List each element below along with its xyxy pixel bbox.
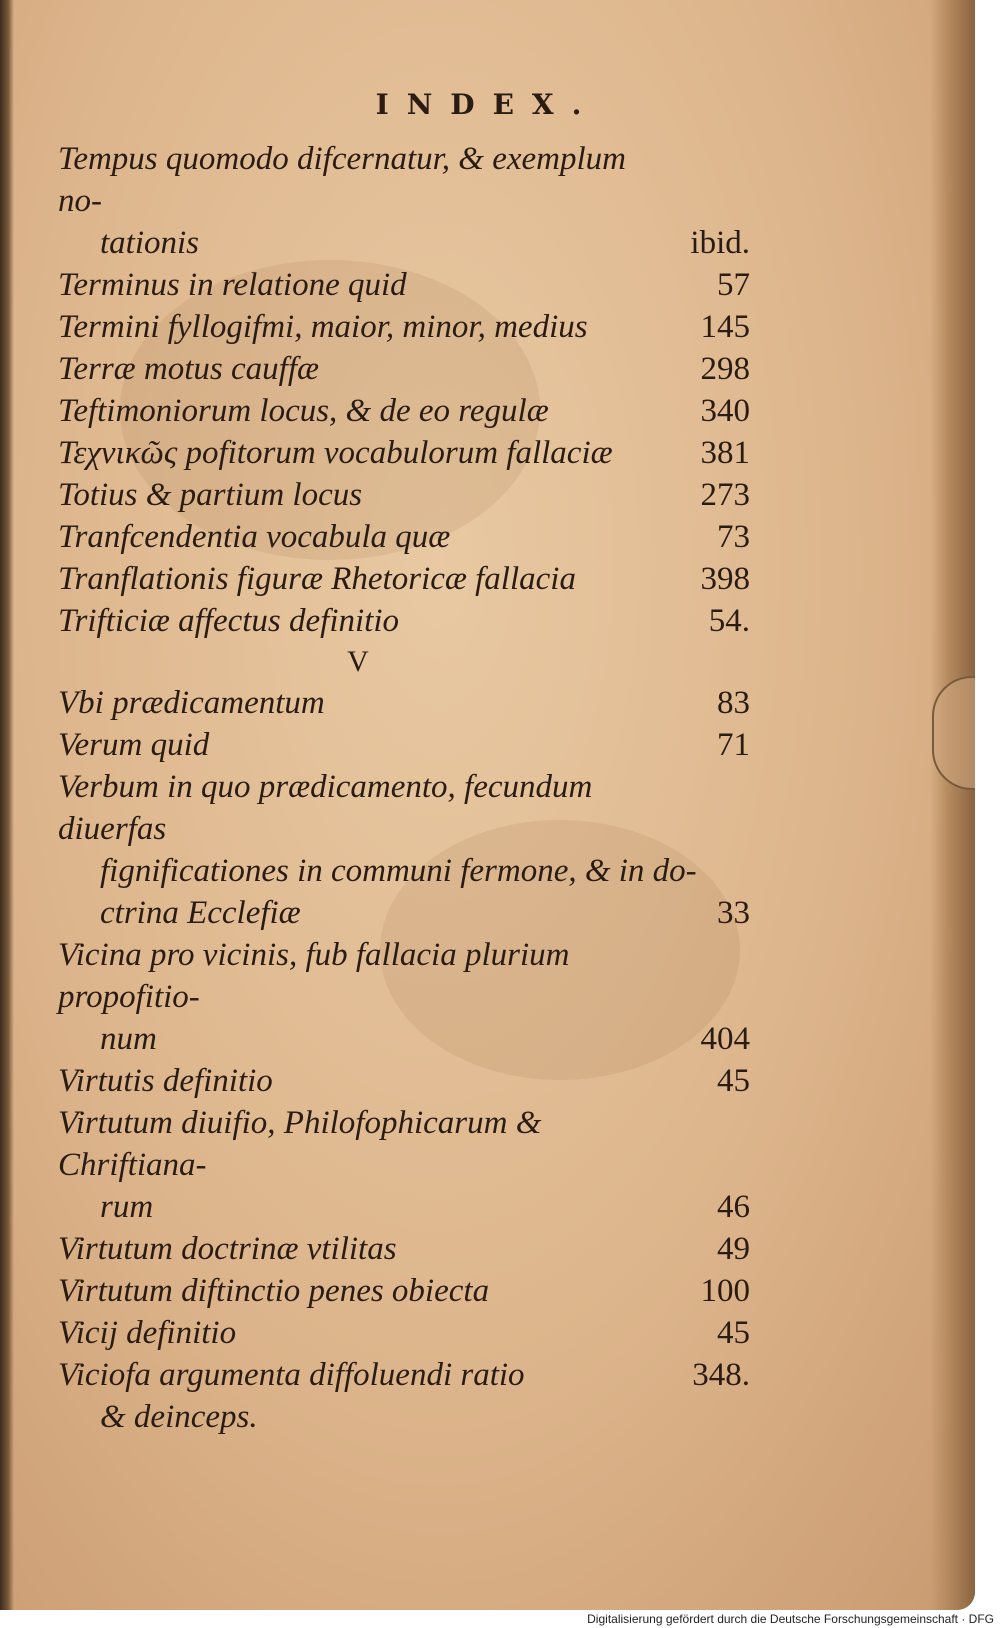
page-clip-tab — [932, 676, 975, 790]
digitization-credit: Digitalisierung gefördert durch die Deutsche Forschungsgemeinschaft · DFG — [587, 1612, 994, 1626]
running-head: INDEX. — [375, 88, 600, 121]
index-term: Τεχνικῶς pofitorum vocabulorum fallaciæ — [58, 435, 613, 471]
index-term: Viciofa argumenta diffoluendi ratio — [58, 1357, 525, 1393]
index-term: Virtutum doctrinæ vtilitas — [58, 1231, 397, 1267]
page-edge — [930, 0, 975, 1610]
index-entries — [58, 138, 758, 1438]
index-term: Virtutum diuifio, Philofophicarum & Chriftiana- — [58, 1105, 542, 1183]
index-page-number: 273 — [700, 477, 750, 513]
index-page-number: 71 — [717, 727, 750, 763]
index-term: Terminus in relatione quid — [58, 267, 407, 303]
index-term-continuation: tationis — [100, 225, 200, 261]
index-term: Vicina pro vicinis, fub fallacia plurium propofitio- — [58, 937, 570, 1015]
index-entry — [58, 600, 758, 642]
index-page-number: 381 — [700, 435, 750, 471]
index-page-number: 348. — [692, 1357, 750, 1393]
index-entry — [58, 1060, 758, 1102]
index-page-number: 298 — [700, 351, 750, 387]
index-entry — [58, 138, 758, 264]
index-entry — [58, 1270, 758, 1312]
index-entry — [58, 558, 758, 600]
index-term: Tranflationis figuræ Rhetoricæ fallacia — [58, 561, 576, 597]
index-term: Tranfcendentia vocabula quæ — [58, 519, 451, 555]
index-page-number: 145 — [700, 309, 750, 345]
index-term: Verbum in quo prædicamento, fecundum diuerfas — [58, 769, 593, 847]
index-page-number: 83 — [717, 685, 750, 721]
index-page-number: 33 — [717, 895, 750, 931]
page-gutter-shadow — [0, 0, 14, 1610]
index-term: Tempus quomodo difcernatur, & exemplum no- — [58, 141, 626, 219]
index-entry — [58, 390, 758, 432]
index-entry — [58, 264, 758, 306]
index-entry — [58, 724, 758, 766]
index-term-continuation: & deinceps. — [100, 1399, 258, 1435]
index-page-number: 54. — [708, 603, 750, 639]
index-entry — [58, 348, 758, 390]
index-term: Totius & partium locus — [58, 477, 363, 513]
index-page-number: 398 — [700, 561, 750, 597]
index-page-number: 45 — [717, 1315, 750, 1351]
index-page-number: 404 — [700, 1021, 750, 1057]
index-entry — [58, 516, 758, 558]
index-term: Termini fyllogifmi, maior, minor, medius — [58, 309, 588, 345]
index-term: Virtutum diftinctio penes obiecta — [58, 1273, 490, 1309]
index-entry — [58, 1228, 758, 1270]
index-entry — [58, 1312, 758, 1354]
index-page-number: 49 — [717, 1231, 750, 1267]
index-entry — [58, 306, 758, 348]
index-term: Vicij definitio — [58, 1315, 237, 1351]
index-page-number: 73 — [717, 519, 750, 555]
index-term: Teftimoniorum locus, & de eo regulæ — [58, 393, 549, 429]
index-entry — [58, 474, 758, 516]
index-term: Verum quid — [58, 727, 210, 763]
index-entry — [58, 934, 758, 1060]
index-page-number: 57 — [717, 267, 750, 303]
index-term-continuation: num — [100, 1021, 157, 1057]
index-entry — [58, 766, 758, 934]
index-page-number: 45 — [717, 1063, 750, 1099]
index-term-continuation: rum — [100, 1189, 154, 1225]
index-entry — [58, 1354, 758, 1438]
index-page-number: 340 — [700, 393, 750, 429]
section-letter-heading: V — [347, 645, 369, 678]
index-page-number: 46 — [717, 1189, 750, 1225]
index-term-continuation: ctrina Ecclefiæ — [100, 895, 301, 931]
index-page-number: 100 — [700, 1273, 750, 1309]
index-entry — [58, 682, 758, 724]
index-page-number: ibid. — [690, 225, 750, 261]
index-term: Virtutis definitio — [58, 1063, 273, 1099]
index-term: Vbi prædicamentum — [58, 685, 325, 721]
index-term: Trifticiæ affectus definitio — [58, 603, 400, 639]
index-term-continuation: fignificationes in communi fermone, & in do- — [100, 853, 697, 889]
index-entry — [58, 432, 758, 474]
index-entry — [58, 1102, 758, 1228]
index-term: Terræ motus cauffæ — [58, 351, 320, 387]
